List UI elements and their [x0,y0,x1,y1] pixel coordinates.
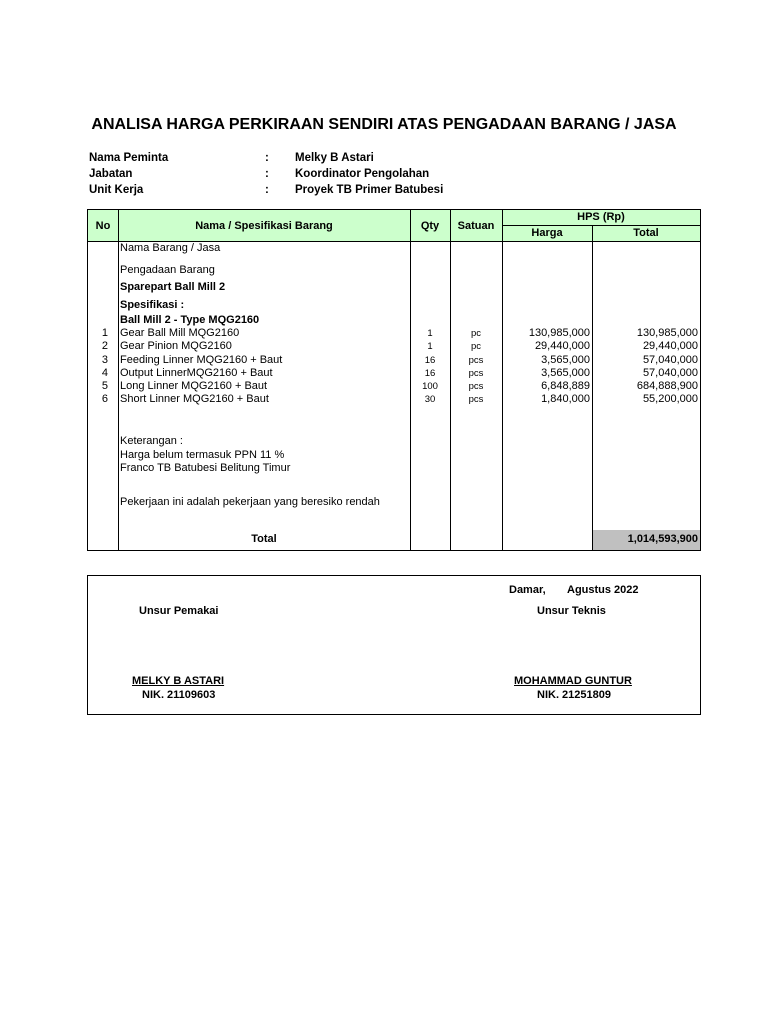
table-row [88,367,700,380]
price-table [87,209,701,551]
desc-type: Ball Mill 2 - Type MQG2160 [120,314,260,326]
row-qty: 1 [427,328,433,339]
row-nama: Output LinnerMQG2160 + Baut [120,367,273,379]
row-nama: Feeding Linner MQG2160 + Baut [120,354,283,366]
signature-box [87,575,701,715]
row-total: 684,888,900 [636,380,698,392]
sign-date: Agustus 2022 [567,584,639,596]
header-hps: HPS (Rp) [577,211,625,223]
row-satuan: pcs [468,355,484,366]
info-value: Melky B Astari [295,152,374,164]
info-label: Nama Peminta [89,152,169,164]
sign-left-name: MELKY B ASTARI [132,675,225,687]
sign-right-nik: NIK. 21251809 [537,689,611,701]
row-total: 55,200,000 [642,393,698,405]
row-harga: 29,440,000 [534,340,590,352]
row-total: 57,040,000 [642,354,698,366]
row-no: 6 [101,393,108,405]
info-label: Jabatan [89,168,133,180]
note-keterangan: Keterangan : [120,435,183,447]
row-harga: 130,985,000 [528,327,590,339]
row-no: 1 [101,327,108,339]
row-qty: 16 [424,368,436,379]
sign-right-role: Unsur Teknis [537,605,606,617]
row-harga: 1,840,000 [541,393,590,405]
note-franco: Franco TB Batubesi Belitung Timur [120,462,291,474]
header-nama: Nama / Spesifikasi Barang [195,220,333,232]
table-row [88,327,700,340]
row-nama: Gear Ball Mill MQG2160 [120,327,240,339]
info-colon: : [265,152,269,164]
total-label: Total [251,533,277,545]
row-qty: 100 [422,381,438,392]
row-no: 4 [101,367,108,379]
row-no: 2 [101,340,108,352]
row-total: 29,440,000 [642,340,698,352]
row-harga: 6,848,889 [541,380,590,392]
row-nama: Short Linner MQG2160 + Baut [120,393,269,405]
info-label: Unit Kerja [89,184,144,196]
document-title: ANALISA HARGA PERKIRAAN SENDIRI ATAS PENGADAAN BARANG / JASA [91,116,677,133]
row-total: 57,040,000 [642,367,698,379]
table-row [88,340,700,353]
sign-place: Damar, [509,584,546,596]
header-total: Total [633,227,659,239]
desc-nama-barang: Nama Barang / Jasa [120,242,221,254]
table-row [88,393,700,406]
sign-left-nik: NIK. 21109603 [142,689,216,701]
row-satuan: pcs [468,368,484,379]
header-satuan: Satuan [457,220,495,232]
sign-right-name: MOHAMMAD GUNTUR [514,675,632,687]
info-colon: : [265,168,269,180]
header-qty: Qty [420,220,440,232]
note-risk: Pekerjaan ini adalah pekerjaan yang beresiko rendah [120,496,380,508]
header-no: No [95,220,111,232]
row-qty: 16 [424,355,436,366]
info-colon: : [265,184,269,196]
row-satuan: pcs [468,381,484,392]
note-ppn: Harga belum termasuk PPN 11 % [120,449,285,461]
sign-left-role: Unsur Pemakai [139,605,219,617]
row-harga: 3,565,000 [541,367,590,379]
row-qty: 1 [427,341,433,352]
row-satuan: pc [470,341,482,352]
desc-spesifikasi: Spesifikasi : [120,299,185,311]
row-nama: Gear Pinion MQG2160 [120,340,232,352]
row-satuan: pc [470,328,482,339]
info-value: Proyek TB Primer Batubesi [295,184,444,196]
table-row [88,354,700,367]
row-qty: 30 [424,394,436,405]
desc-pengadaan: Pengadaan Barang [120,264,215,276]
row-satuan: pcs [468,394,484,405]
row-nama: Long Linner MQG2160 + Baut [120,380,268,392]
header-harga: Harga [531,227,563,239]
row-no: 3 [101,354,108,366]
row-divider [502,225,700,226]
total-value: 1,014,593,900 [627,533,698,545]
desc-sparepart: Sparepart Ball Mill 2 [120,281,226,293]
row-total: 130,985,000 [636,327,698,339]
row-no: 5 [101,380,108,392]
table-row [88,380,700,393]
info-value: Koordinator Pengolahan [295,168,430,180]
row-harga: 3,565,000 [541,354,590,366]
